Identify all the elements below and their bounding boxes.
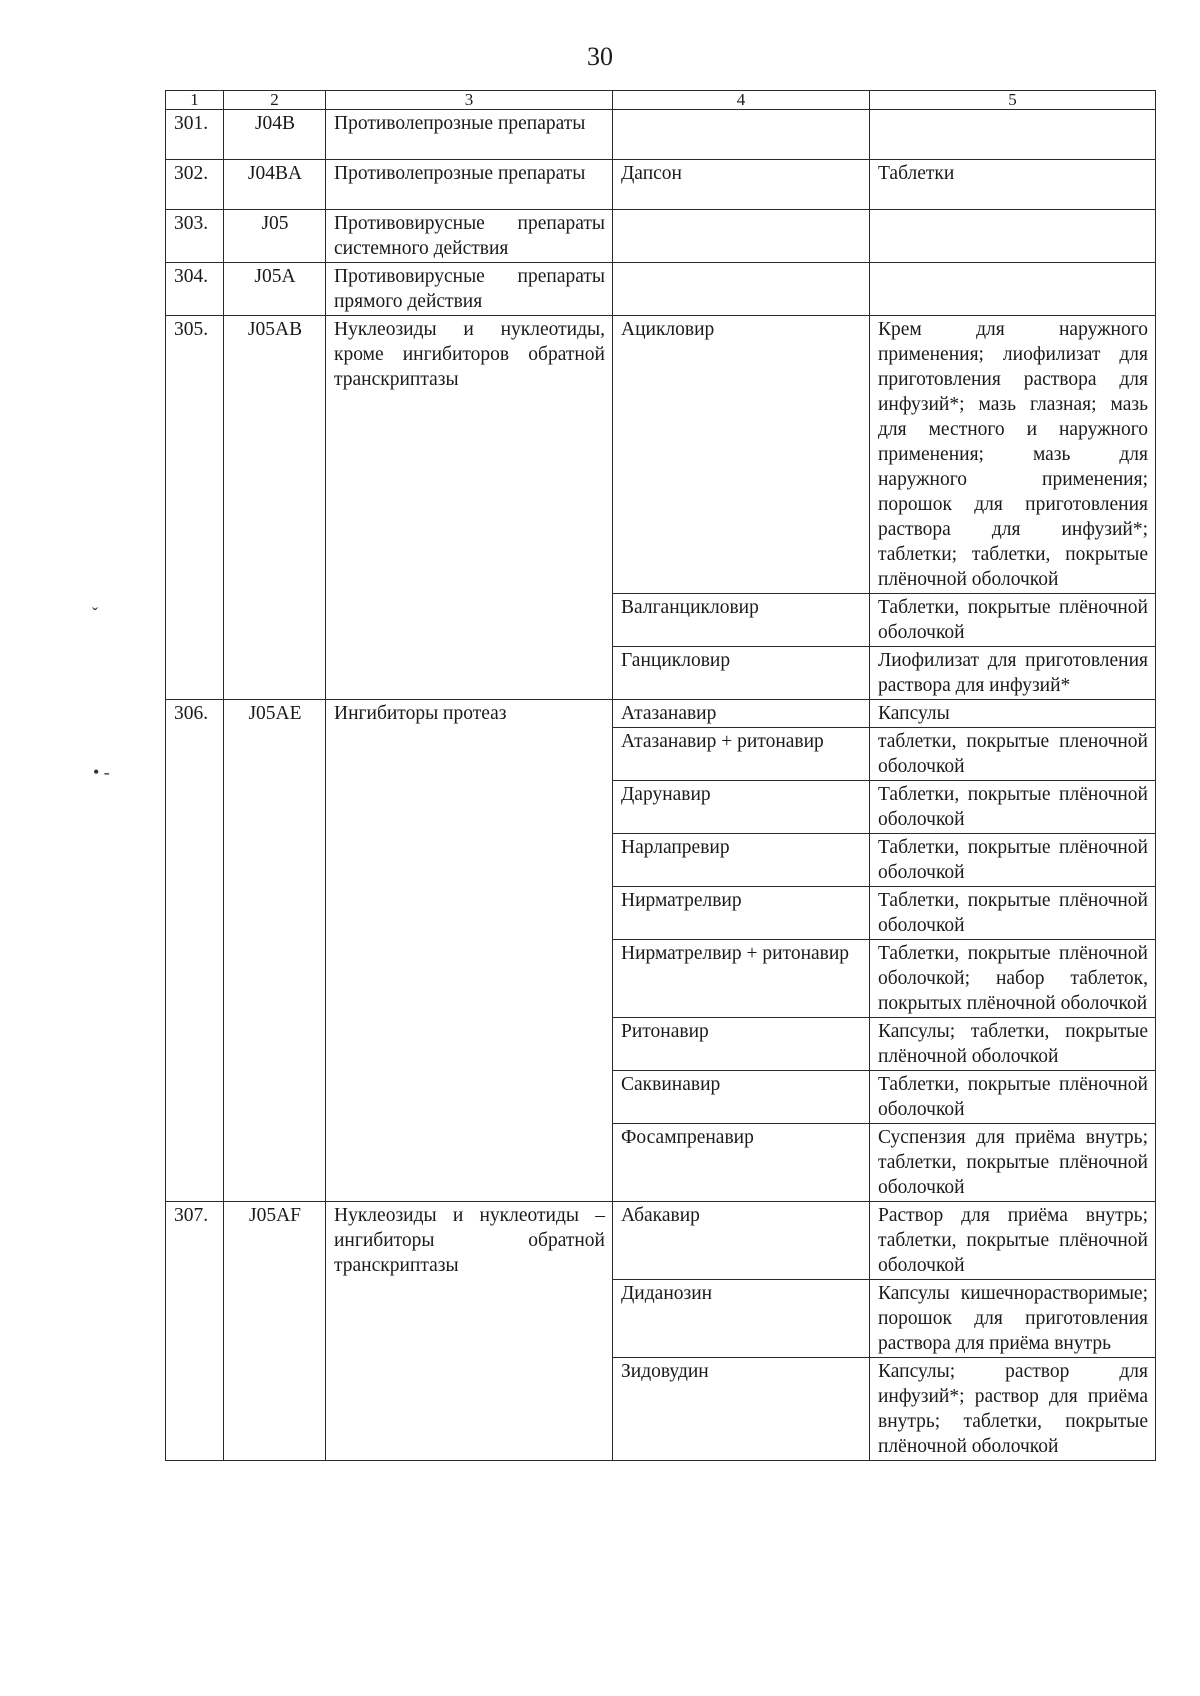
dosage-form	[870, 263, 1156, 316]
drug-name: Дарунавир	[613, 781, 870, 834]
dosage-form: Таблетки, покрытые плёночной оболочкой	[870, 1071, 1156, 1124]
table-row	[166, 110, 1156, 160]
pharm-group: Ингибиторы протеаз	[326, 700, 613, 1202]
table-row	[166, 210, 1156, 263]
drug-name: Зидовудин	[613, 1358, 870, 1461]
header-col-1: 1	[166, 91, 224, 110]
margin-mark: • ‐	[93, 762, 110, 782]
pharm-group: Нуклеозиды и нуклеотиды – ингибиторы обратной транскриптазы	[326, 1202, 613, 1461]
dosage-form: Раствор для приёма внутрь; таблетки, покрытые плёночной оболочкой	[870, 1202, 1156, 1280]
dosage-form: Таблетки, покрытые плёночной оболочкой	[870, 834, 1156, 887]
dosage-form: Капсулы; раствор для инфузий*; раствор для приёма внутрь; таблетки, покрытые плёночной оболочкой	[870, 1358, 1156, 1461]
page-number: 30	[587, 42, 613, 71]
row-number: 303.	[166, 210, 224, 263]
row-number: 301.	[166, 110, 224, 160]
dosage-form: Таблетки, покрытые плёночной оболочкой	[870, 594, 1156, 647]
drug-name: Фосампренавир	[613, 1124, 870, 1202]
pharm-group: Противолепрозные препараты	[326, 160, 613, 210]
header-col-3: 3	[326, 91, 613, 110]
table-row	[166, 263, 1156, 316]
pharm-group: Противолепрозные препараты	[326, 110, 613, 160]
drug-name: Ритонавир	[613, 1018, 870, 1071]
header-col-4: 4	[613, 91, 870, 110]
drug-name: Атазанавир	[613, 700, 870, 728]
drug-name	[613, 263, 870, 316]
header-col-5: 5	[870, 91, 1156, 110]
row-number: 304.	[166, 263, 224, 316]
dosage-form: Таблетки, покрытые плёночной оболочкой	[870, 781, 1156, 834]
drug-name: Саквинавир	[613, 1071, 870, 1124]
drug-name: Ганцикловир	[613, 647, 870, 700]
drug-name: Валганцикловир	[613, 594, 870, 647]
atc-code: J05	[224, 210, 326, 263]
atc-code: J05A	[224, 263, 326, 316]
table-row	[166, 160, 1156, 210]
table-row	[166, 1202, 1156, 1280]
drug-name: Диданозин	[613, 1280, 870, 1358]
row-number: 302.	[166, 160, 224, 210]
pharm-group: Нуклеозиды и нуклеотиды, кроме ингибиторов обратной транскриптазы	[326, 316, 613, 700]
row-number: 306.	[166, 700, 224, 1202]
dosage-form: Капсулы	[870, 700, 1156, 728]
dosage-form: таблетки, покрытые пленочной оболочкой	[870, 728, 1156, 781]
dosage-form: Капсулы; таблетки, покрытые плёночной оболочкой	[870, 1018, 1156, 1071]
drug-name: Дапсон	[613, 160, 870, 210]
drug-name: Абакавир	[613, 1202, 870, 1280]
pharm-group: Противовирусные препараты системного действия	[326, 210, 613, 263]
drug-name	[613, 110, 870, 160]
dosage-form: Суспензия для приёма внутрь; таблетки, покрытые плёночной оболочкой	[870, 1124, 1156, 1202]
dosage-form	[870, 210, 1156, 263]
margin-mark: ˇ	[92, 604, 98, 624]
dosage-form	[870, 110, 1156, 160]
row-number: 305.	[166, 316, 224, 700]
drug-name: Нирматрелвир	[613, 887, 870, 940]
drug-name	[613, 210, 870, 263]
table-row	[166, 316, 1156, 594]
table-row	[166, 700, 1156, 728]
dosage-form: Таблетки, покрытые плёночной оболочкой	[870, 887, 1156, 940]
atc-code: J05AB	[224, 316, 326, 700]
drug-list-table	[165, 90, 1156, 1461]
drug-name: Нирматрелвир + ритонавир	[613, 940, 870, 1018]
dosage-form: Лиофилизат для приготовления раствора для инфузий*	[870, 647, 1156, 700]
dosage-form: Крем для наружного применения; лиофилизат для приготовления раствора для инфузий*; мазь глазная; мазь для местного и наружного применения; мазь для наружного применения; порошок для приготовления раствора для инфузий*; таблетки; таблетки, покрытые плёночной оболочкой	[870, 316, 1156, 594]
header-row	[166, 91, 1156, 110]
drug-name: Атазанавир + ритонавир	[613, 728, 870, 781]
dosage-form: Таблетки, покрытые плёночной оболочкой; набор таблеток, покрытых плёночной оболочкой	[870, 940, 1156, 1018]
atc-code: J05AE	[224, 700, 326, 1202]
atc-code: J04BA	[224, 160, 326, 210]
header-col-2: 2	[224, 91, 326, 110]
atc-code: J04B	[224, 110, 326, 160]
drug-name: Ацикловир	[613, 316, 870, 594]
row-number: 307.	[166, 1202, 224, 1461]
dosage-form: Таблетки	[870, 160, 1156, 210]
pharm-group: Противовирусные препараты прямого действия	[326, 263, 613, 316]
dosage-form: Капсулы кишечнорастворимые; порошок для приготовления раствора для приёма внутрь	[870, 1280, 1156, 1358]
drug-name: Нарлапревир	[613, 834, 870, 887]
atc-code: J05AF	[224, 1202, 326, 1461]
